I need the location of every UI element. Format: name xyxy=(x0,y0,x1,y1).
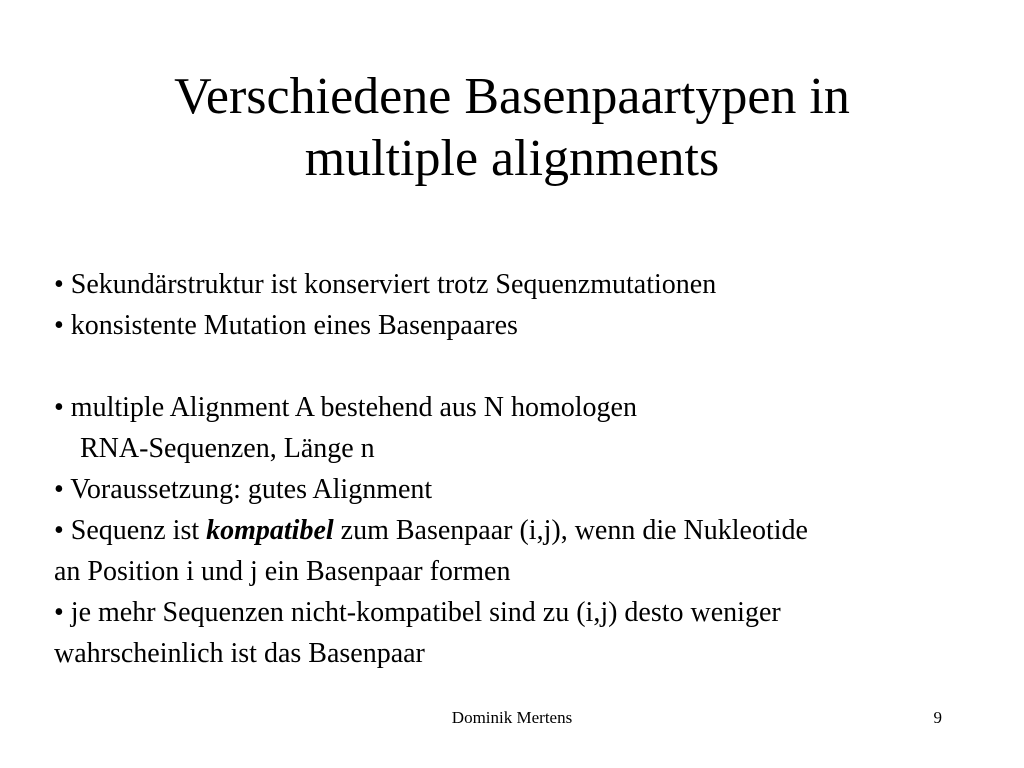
footer-page-number: 9 xyxy=(933,708,942,727)
paragraph-spacer xyxy=(54,346,984,387)
bullet-multiple-alignment: • multiple Alignment A bestehend aus N homologen xyxy=(54,392,637,423)
bullet-compatible xyxy=(54,510,984,551)
slide-body xyxy=(54,264,984,674)
bullet-consistent-mutation: • konsistente Mutation eines Basenpaares xyxy=(54,310,518,341)
slide-title xyxy=(0,66,1024,190)
slide-title-line-2: multiple alignments xyxy=(304,130,720,187)
bullet-compatible-continuation: an Position i und j ein Basenpaar formen xyxy=(54,556,511,587)
bullet-incompatible: • je mehr Sequenzen nicht-kompatibel sind zu (i,j) desto weniger xyxy=(54,597,781,628)
bullet-compatible-suffix: zum Basenpaar (i,j), wenn die Nukleotide xyxy=(333,515,808,546)
bullet-compatible-emphasis: kompatibel xyxy=(206,515,334,546)
bullet-compatible-prefix: • Sequenz ist xyxy=(54,515,207,546)
bullet-incompatible-continuation: wahrscheinlich ist das Basenpaar xyxy=(54,638,425,669)
bullet-multiple-alignment-continuation: RNA-Sequenzen, Länge n xyxy=(80,433,375,464)
slide-title-line-1: Verschiedene Basenpaartypen in xyxy=(174,68,850,125)
footer-author: Dominik Mertens xyxy=(451,708,573,727)
bullet-prerequisite: • Voraussetzung: gutes Alignment xyxy=(54,474,433,505)
bullet-secondary-structure: • Sekundärstruktur ist konserviert trotz Sequenzmutationen xyxy=(54,269,717,300)
